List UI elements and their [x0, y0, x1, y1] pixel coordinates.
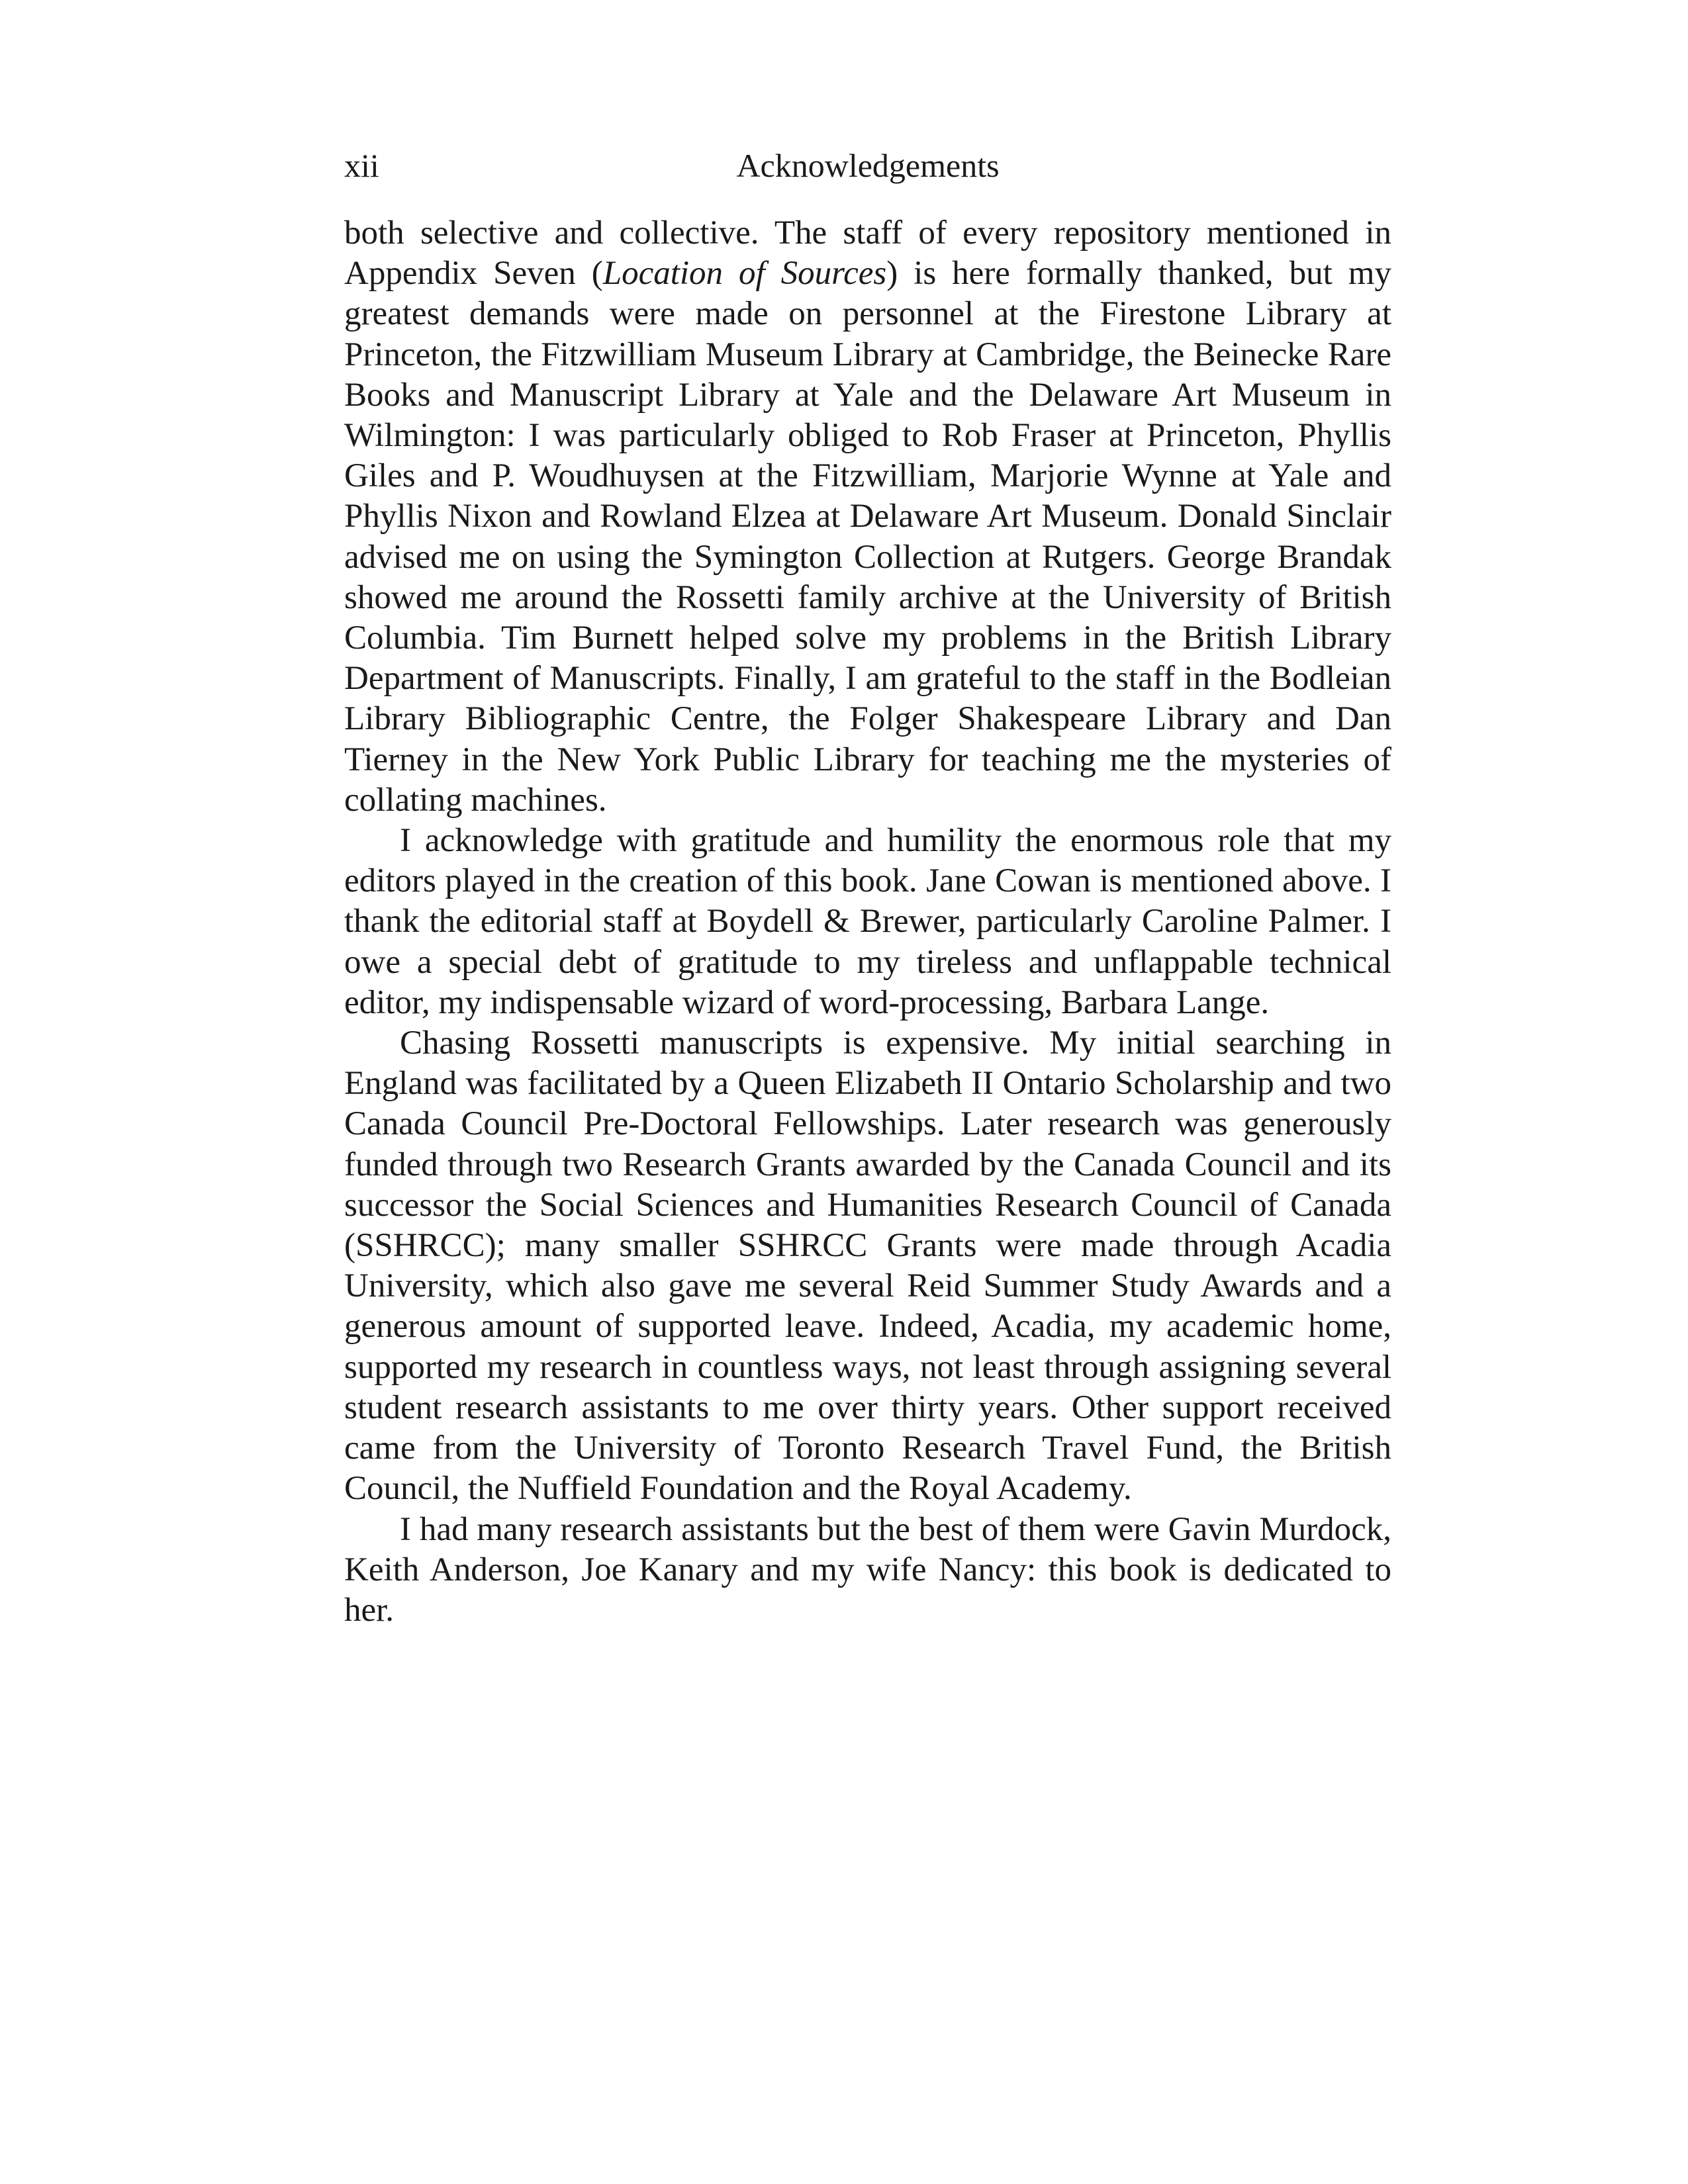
paragraph-repositories-text-start: both selective and collective. The staff of every repository mentioned in Appendix Seven ( — [344, 214, 1391, 293]
paragraph-assistants: I had many research assistants but the best of them were Gavin Murdock, Keith Anderson, Joe Kanary and my wife Nancy: this book is dedicated to her. — [344, 1510, 1391, 1629]
page-number: xii — [344, 147, 379, 184]
running-head — [344, 139, 1391, 192]
running-title: Acknowledgements — [736, 147, 1000, 184]
paragraph-repositories-text-end: ) is here formally thanked, but my greatest demands were made on personnel at the Firestone Library at Princeton, the Fitzwilliam Museum Library at Cambridge, the Beinecke Rare Books and Manuscript Library at Yale and the Delaware Art Museum in Wilmington: I was particularly obliged to Rob Fraser at Princeton, Phyllis Giles and P. Woudhuysen at the Fitzwilliam, Marjorie Wynne at Yale and Phyllis Nixon and Rowland Elzea at Delaware Art Museum. Donald Sinclair advised me on using the Symington Collection at Rutgers. George Brandak showed me around the Rossetti family archive at the University of British Columbia. Tim Burnett helped solve my problems in the British Library Department of Manuscripts. Finally, I am grateful to the staff in the Bodleian Library Bibliographic Centre, the Folger Shakespeare Library and Dan Tierney in the New York Public Library for teaching me the mysteries of collating machines. — [344, 255, 1391, 819]
paragraph-editors: I acknowledge with gratitude and humility the enormous role that my editors played in the creation of this book. Jane Cowan is mentioned above. I thank the editorial staff at Boydell & Brewer, particularly Caroline Palmer. I owe a special debt of gratitude to my tireless and unflappable technical editor, my indispensable wizard of word-processing, Barbara Lange. — [344, 822, 1391, 1021]
body-text — [344, 213, 1391, 1631]
paragraph-repositories — [344, 213, 1391, 821]
italic-title-location-of-sources: Location of Sources — [602, 255, 887, 293]
paragraph-funding: Chasing Rossetti manuscripts is expensive. My initial searching in England was facilitated by a Queen Elizabeth II Ontario Scholarship and two Canada Council Pre-Doctoral Fellowships. Later research was generously funded through two Research Grants awarded by the Canada Council and its successor the Social Sciences and Humanities Research Council of Canada (SSHRCC); many smaller SSHRCC Grants were made through Acadia University, which also gave me several Reid Summer Study Awards and a generous amount of supported leave. Indeed, Acadia, my academic home, supported my research in countless ways, not least through assigning several student research assistants to me over thirty years. Other support received came from the University of Toronto Research Travel Fund, the British Council, the Nuffield Foundation and the Royal Academy. — [344, 1024, 1391, 1508]
